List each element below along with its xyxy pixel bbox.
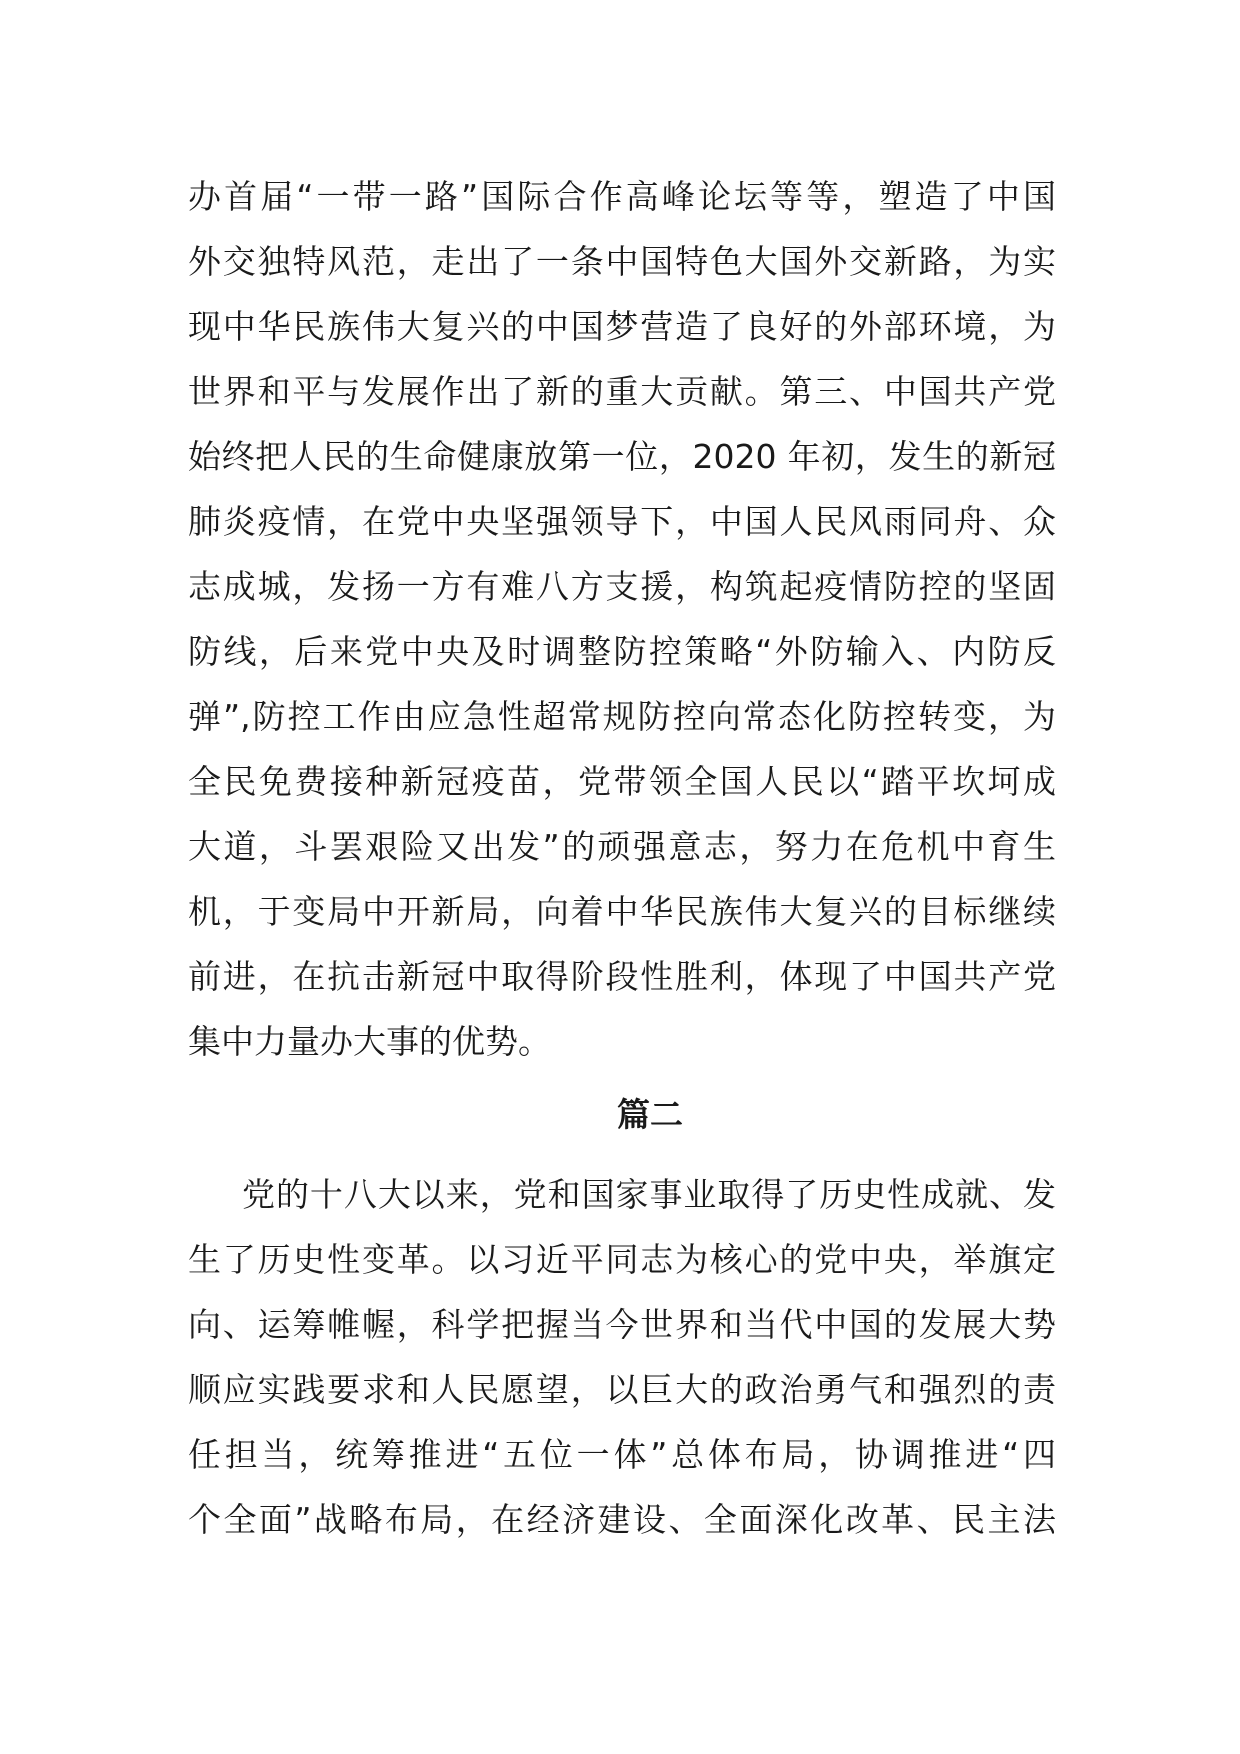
- text-line: 个全面”战略布局，在经济建设、全面深化改革、民主法: [188, 1500, 1056, 1539]
- text-line: 集中力量办大事的优势。: [188, 1022, 551, 1061]
- text-line: 向、运筹帷幄，科学把握当今世界和当代中国的发展大势: [188, 1305, 1056, 1344]
- text-line: 办首届“一带一路”国际合作高峰论坛等等，塑造了中国: [188, 177, 1056, 216]
- text-line: 党的十八大以来，党和国家事业取得了历史性成就、发: [242, 1175, 1056, 1214]
- text-line: 始终把人民的生命健康放第一位，2020 年初，发生的新冠: [188, 437, 1056, 476]
- text-line: 防线，后来党中央及时调整防控策略“外防输入、内防反: [188, 632, 1056, 671]
- text-line: 机，于变局中开新局，向着中华民族伟大复兴的目标继续: [188, 892, 1056, 931]
- section-heading: 篇二: [617, 1095, 683, 1134]
- text-line: 大道，斗罢艰险又出发”的顽强意志，努力在危机中育生: [188, 827, 1056, 866]
- text-line: 肺炎疫情，在党中央坚强领导下，中国人民风雨同舟、众: [188, 502, 1056, 541]
- text-line: 外交独特风范，走出了一条中国特色大国外交新路，为实: [188, 242, 1056, 281]
- text-line: 前进，在抗击新冠中取得阶段性胜利，体现了中国共产党: [188, 957, 1056, 996]
- paragraph-section-two: [188, 1162, 1056, 1552]
- text-line: 生了历史性变革。以习近平同志为核心的党中央，举旗定: [188, 1240, 1056, 1279]
- text-line: 世界和平与发展作出了新的重大贡献。第三、中国共产党: [188, 372, 1056, 411]
- text-line: 现中华民族伟大复兴的中国梦营造了良好的外部环境，为: [188, 307, 1056, 346]
- text-line: 顺应实践要求和人民愿望，以巨大的政治勇气和强烈的责: [188, 1370, 1056, 1409]
- text-line: 志成城，发扬一方有难八方支援，构筑起疫情防控的坚固: [188, 567, 1056, 606]
- paragraph-continuation: [188, 164, 1056, 1074]
- text-line: 弹”,防控工作由应急性超常规防控向常态化防控转变，为: [188, 697, 1056, 736]
- text-line: 全民免费接种新冠疫苗，党带领全国人民以“踏平坎坷成: [188, 762, 1056, 801]
- text-line: 任担当，统筹推进“五位一体”总体布局，协调推进“四: [188, 1435, 1056, 1474]
